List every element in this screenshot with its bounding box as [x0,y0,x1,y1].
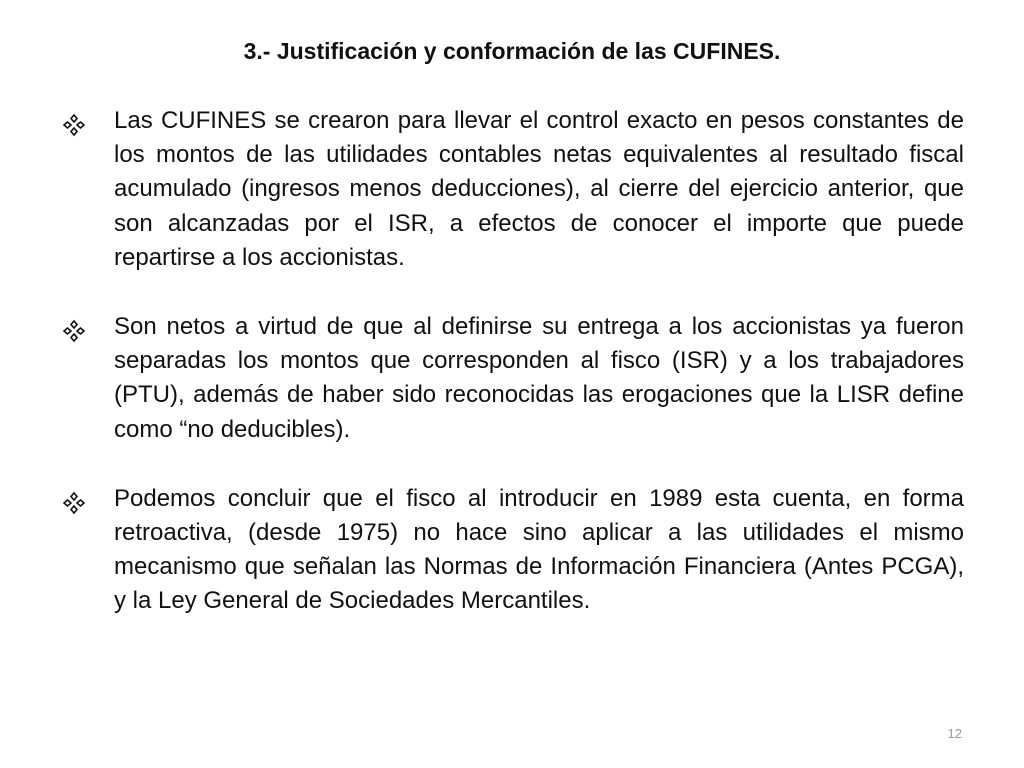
bullet-item [62,104,964,275]
bullet-list [62,104,964,654]
bullet-text: Podemos concluir que el fisco al introducir en 1989 esta cuenta, en forma retroactiva, (desde 1975) no hace sino aplicar a las utilidades el mismo mecanismo que señalan las Normas de Información Financiera (Antes PCGA), y la Ley General de Sociedades Mercantiles. [114,484,964,615]
bullet-item [62,482,964,619]
bullet-text: Son netos a virtud de que al definirse su entrega a los accionistas ya fueron separadas los montos que corresponden al fisco (ISR) y a los trabajadores (PTU), además de haber sido reconocidas las erogaciones que la LISR define como “no deducibles). [114,313,964,443]
bullet-text: Las CUFINES se crearon para llevar el control exacto en pesos constantes de los montos de las utilidades contables netas equivalentes al resultado fiscal acumulado (ingresos menos deducciones), al cierre del ejercicio anterior, que son alcanzadas por el ISR, a efectos de conocer el importe que puede repartirse a los accionistas. [114,107,964,271]
bullet-item [62,310,964,447]
four-diamond-bullet-icon [62,491,86,515]
page-number: 12 [947,726,962,741]
four-diamond-bullet-icon [62,319,86,343]
four-diamond-bullet-icon [62,113,86,137]
slide-title: 3.- Justificación y conformación de las CUFINES. [243,38,781,64]
